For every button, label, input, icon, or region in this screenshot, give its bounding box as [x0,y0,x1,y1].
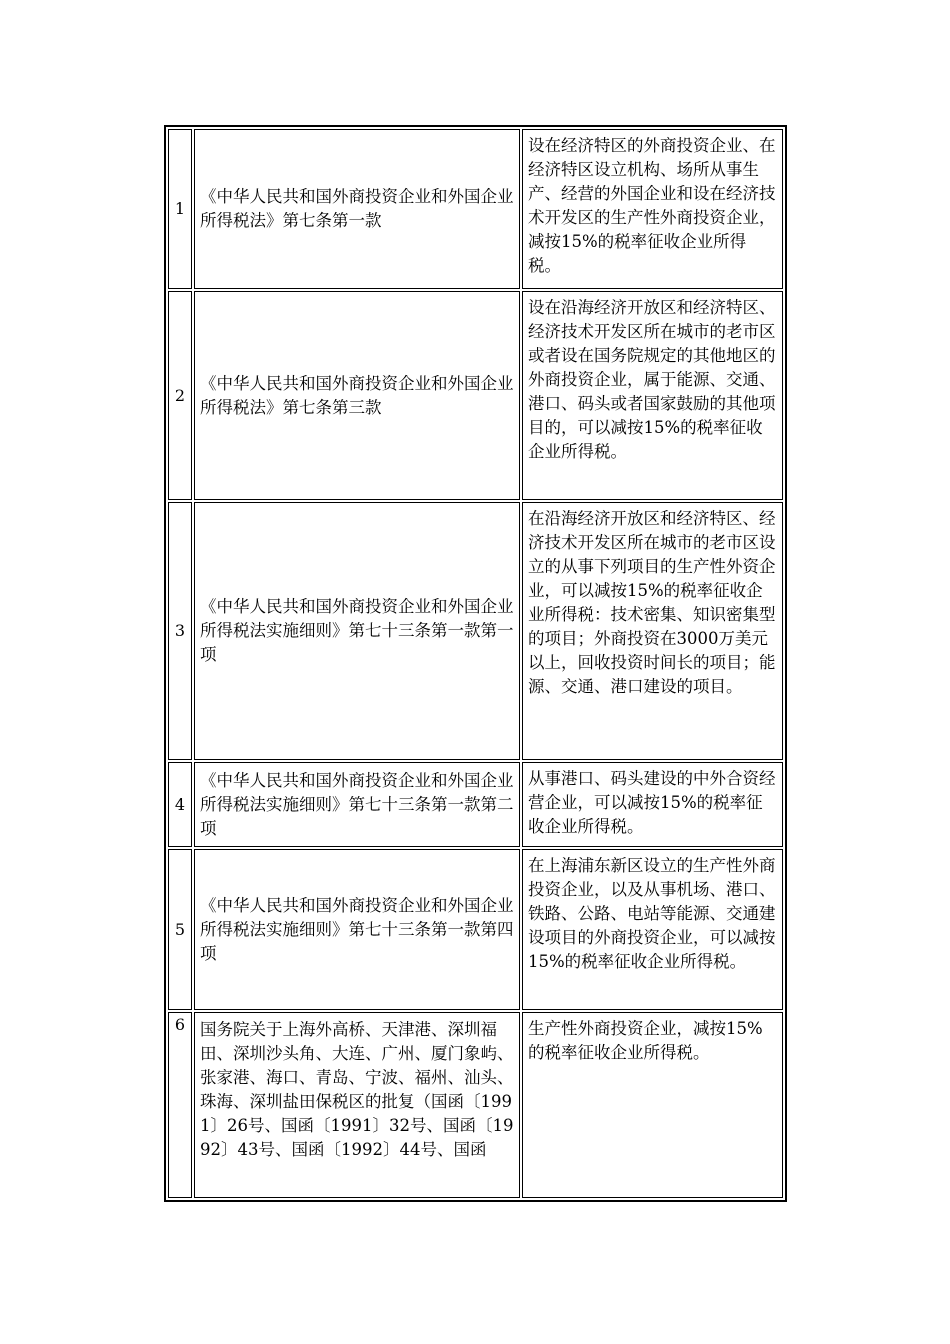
table-row [168,291,783,500]
provision-description: 设在沿海经济开放区和经济特区、经济技术开发区所在城市的老市区或者设在国务院规定的其他地区的外商投资企业，属于能源、交通、港口、码头或者国家鼓励的其他项目的，可以减按15%的税率征收企业所得税。 [522,291,783,500]
law-reference: 《中华人民共和国外商投资企业和外国企业所得税法实施细则》第七十三条第一款第二项 [194,762,520,847]
provision-description: 设在经济特区的外商投资企业、在经济特区设立机构、场所从事生产、经营的外国企业和设在经济技术开发区的生产性外商投资企业，减按15%的税率征收企业所得税。 [522,129,783,289]
table-row [168,1012,783,1198]
law-reference: 《中华人民共和国外商投资企业和外国企业所得税法》第七条第三款 [194,291,520,500]
row-number: 5 [168,849,192,1010]
table-row [168,129,783,289]
law-reference: 《中华人民共和国外商投资企业和外国企业所得税法实施细则》第七十三条第一款第一项 [194,502,520,760]
row-number: 6 [168,1012,192,1198]
table-row [168,502,783,760]
row-number: 3 [168,502,192,760]
law-reference: 国务院关于上海外高桥、天津港、深圳福田、深圳沙头角、大连、广州、厦门象屿、张家港、海口、青岛、宁波、福州、汕头、珠海、深圳盐田保税区的批复（国函〔1991〕26号、国函〔1991〕32号、国函〔1992〕43号、国函〔1992〕44号、国函 [194,1012,520,1198]
row-number: 1 [168,129,192,289]
law-reference: 《中华人民共和国外商投资企业和外国企业所得税法》第七条第一款 [194,129,520,289]
row-number: 2 [168,291,192,500]
row-number: 4 [168,762,192,847]
law-reference: 《中华人民共和国外商投资企业和外国企业所得税法实施细则》第七十三条第一款第四项 [194,849,520,1010]
table-row [168,762,783,847]
table-row [168,849,783,1010]
provision-description: 在沿海经济开放区和经济特区、经济技术开发区所在城市的老市区设立的从事下列项目的生产性外资企业，可以减按15%的税率征收企业所得税：技术密集、知识密集型的项目；外商投资在3000万美元以上，回收投资时间长的项目；能源、交通、港口建设的项目。 [522,502,783,760]
provision-description: 在上海浦东新区设立的生产性外商投资企业，以及从事机场、港口、铁路、公路、电站等能源、交通建设项目的外商投资企业，可以减按15%的税率征收企业所得税。 [522,849,783,1010]
provision-description: 生产性外商投资企业，减按15%的税率征收企业所得税。 [522,1012,783,1198]
provision-description: 从事港口、码头建设的中外合资经营企业，可以减按15%的税率征收企业所得税。 [522,762,783,847]
tax-provisions-table [164,125,787,1202]
